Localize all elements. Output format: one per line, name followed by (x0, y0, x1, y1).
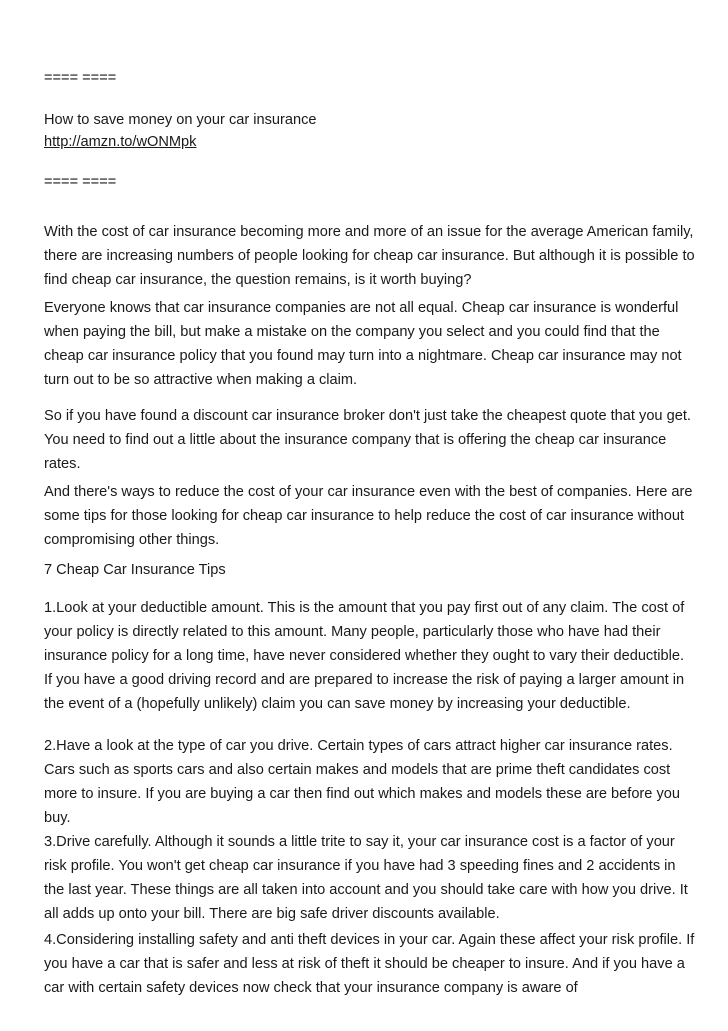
tips-heading: 7 Cheap Car Insurance Tips (44, 562, 226, 578)
tip-1: 1.Look at your deductible amount. This is the amount that you pay first out of any claim. The cost of your policy is directly related to this amount. Many people, particularly those who have had their insurance policy for a long time, have never considered whether they ought to vary their deductible. If you have a good driving record and are prepared to increase the risk of paying a larger amount in the event of a (hopefully unlikely) claim you can save money by increasing your deductible. (44, 600, 685, 712)
tip-4: 4.Considering installing safety and anti theft devices in your car. Again these affect your risk profile. If you have a car that is safer and less at risk of theft it should be cheaper to insure. And if you have a car with certain safety devices now check that your insurance company is aware of (44, 932, 695, 996)
paragraph-broker: So if you have found a discount car insurance broker don't just take the cheapest quote that you get. You need to find out a little about the insurance company that is offering the cheap car insurance rates. (44, 408, 691, 472)
amazon-link[interactable]: http://amzn.to/wONMpk (44, 134, 197, 150)
paragraph-intro: With the cost of car insurance becoming more and more of an issue for the average American family, there are increasing numbers of people looking for cheap car insurance. But although it is possible to find cheap car insurance, the question remains, is it worth buying? (44, 224, 695, 288)
document-title: How to save money on your car insurance (44, 112, 317, 128)
tip-3: 3.Drive carefully. Although it sounds a little trite to say it, your car insurance cost is a factor of your risk profile. You won't get cheap car insurance if you have had 3 speeding fines and 2 accidents in the last year. These things are all taken into account and you should take care with how you drive. It all adds up onto your bill. There are big safe driver discounts available. (44, 834, 688, 922)
tip-2: 2.Have a look at the type of car you drive. Certain types of cars attract higher car insurance rates. Cars such as sports cars and also certain makes and models that are prime theft candidates cost more to insure. If you are buying a car then find out which makes and models these are before you buy. (44, 738, 680, 826)
paragraph-companies: Everyone knows that car insurance companies are not all equal. Cheap car insurance is wonderful when paying the bill, but make a mistake on the company you select and you could find that the cheap car insurance policy that you found may turn into a nightmare. Cheap car insurance may not turn out to be so attractive when making a claim. (44, 300, 682, 388)
separator-bottom: ==== ==== (44, 174, 117, 190)
link-line (44, 130, 694, 154)
paragraph-ways: And there's ways to reduce the cost of your car insurance even with the best of companies. Here are some tips for those looking for cheap car insurance to help reduce the cost of car insurance without compromising other things. (44, 484, 693, 548)
separator-top: ==== ==== (44, 70, 117, 86)
